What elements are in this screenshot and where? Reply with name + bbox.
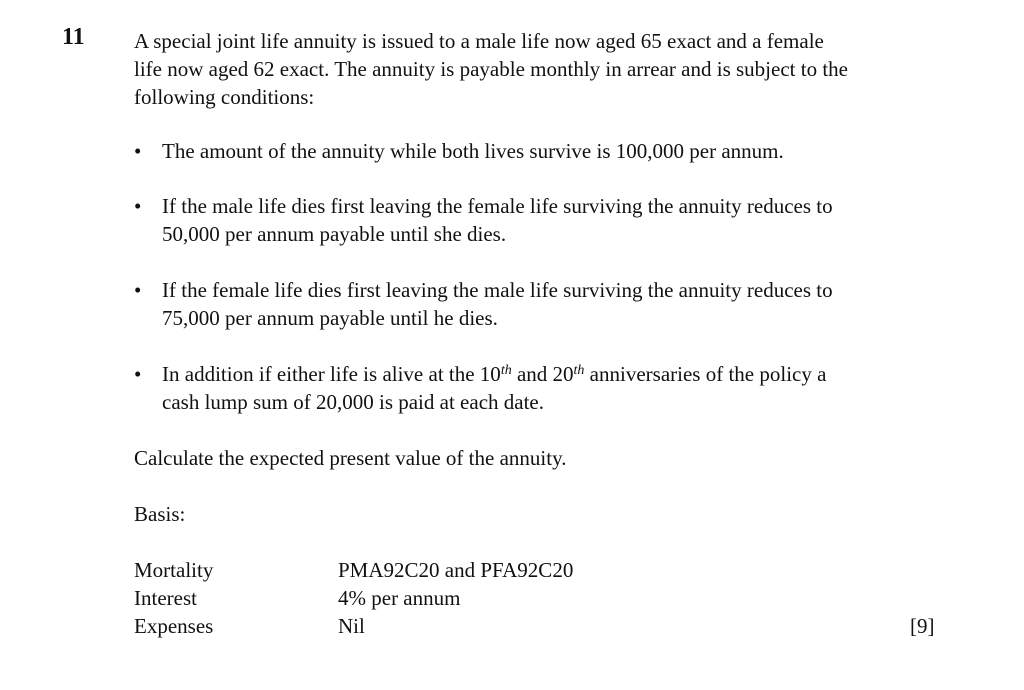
question-intro	[134, 27, 954, 111]
question-number: 11	[62, 24, 85, 50]
basis-value: Nil	[338, 614, 365, 638]
condition-text	[162, 137, 952, 165]
ordinal-suffix: th	[500, 363, 512, 378]
basis-row-expenses	[134, 612, 954, 640]
condition-text	[162, 276, 952, 332]
bullet-icon: •	[134, 278, 142, 302]
basis-row-mortality	[134, 556, 954, 584]
basis-label: Interest	[134, 586, 197, 610]
condition-line-part: and 20	[511, 362, 574, 386]
condition-line: If the female life dies first leaving the male life surviving the annuity reduces to	[162, 278, 833, 302]
question-marks: [9]	[910, 614, 935, 638]
condition-line: 75,000 per annum payable until he dies.	[162, 306, 498, 330]
condition-text	[162, 192, 952, 248]
condition-line: The amount of the annuity while both lives survive is 100,000 per annum.	[162, 139, 784, 163]
condition-line: cash lump sum of 20,000 is paid at each date.	[162, 390, 544, 414]
basis-label: Mortality	[134, 558, 214, 582]
condition-line-part: anniversaries of the policy a	[584, 362, 827, 386]
basis-value: PMA92C20 and PFA92C20	[338, 558, 574, 582]
basis-value: 4% per annum	[338, 586, 461, 610]
basis-heading: Basis:	[134, 502, 186, 526]
condition-line	[162, 360, 952, 388]
condition-line-part: In addition if either life is alive at the 10	[162, 362, 501, 386]
intro-line: following conditions:	[134, 85, 315, 109]
bullet-icon: •	[134, 194, 142, 218]
basis-label: Expenses	[134, 614, 214, 638]
intro-line: life now aged 62 exact. The annuity is payable monthly in arrear and is subject to the	[134, 57, 848, 81]
basis-row-interest	[134, 584, 954, 612]
ordinal-suffix: th	[573, 363, 585, 378]
bullet-icon: •	[134, 139, 142, 163]
condition-text	[162, 360, 952, 416]
bullet-icon: •	[134, 362, 142, 386]
intro-line: A special joint life annuity is issued to a male life now aged 65 exact and a female	[134, 29, 824, 53]
condition-line: If the male life dies first leaving the female life surviving the annuity reduces to	[162, 194, 833, 218]
question-instruction: Calculate the expected present value of the annuity.	[134, 446, 567, 470]
condition-line: 50,000 per annum payable until she dies.	[162, 222, 507, 246]
